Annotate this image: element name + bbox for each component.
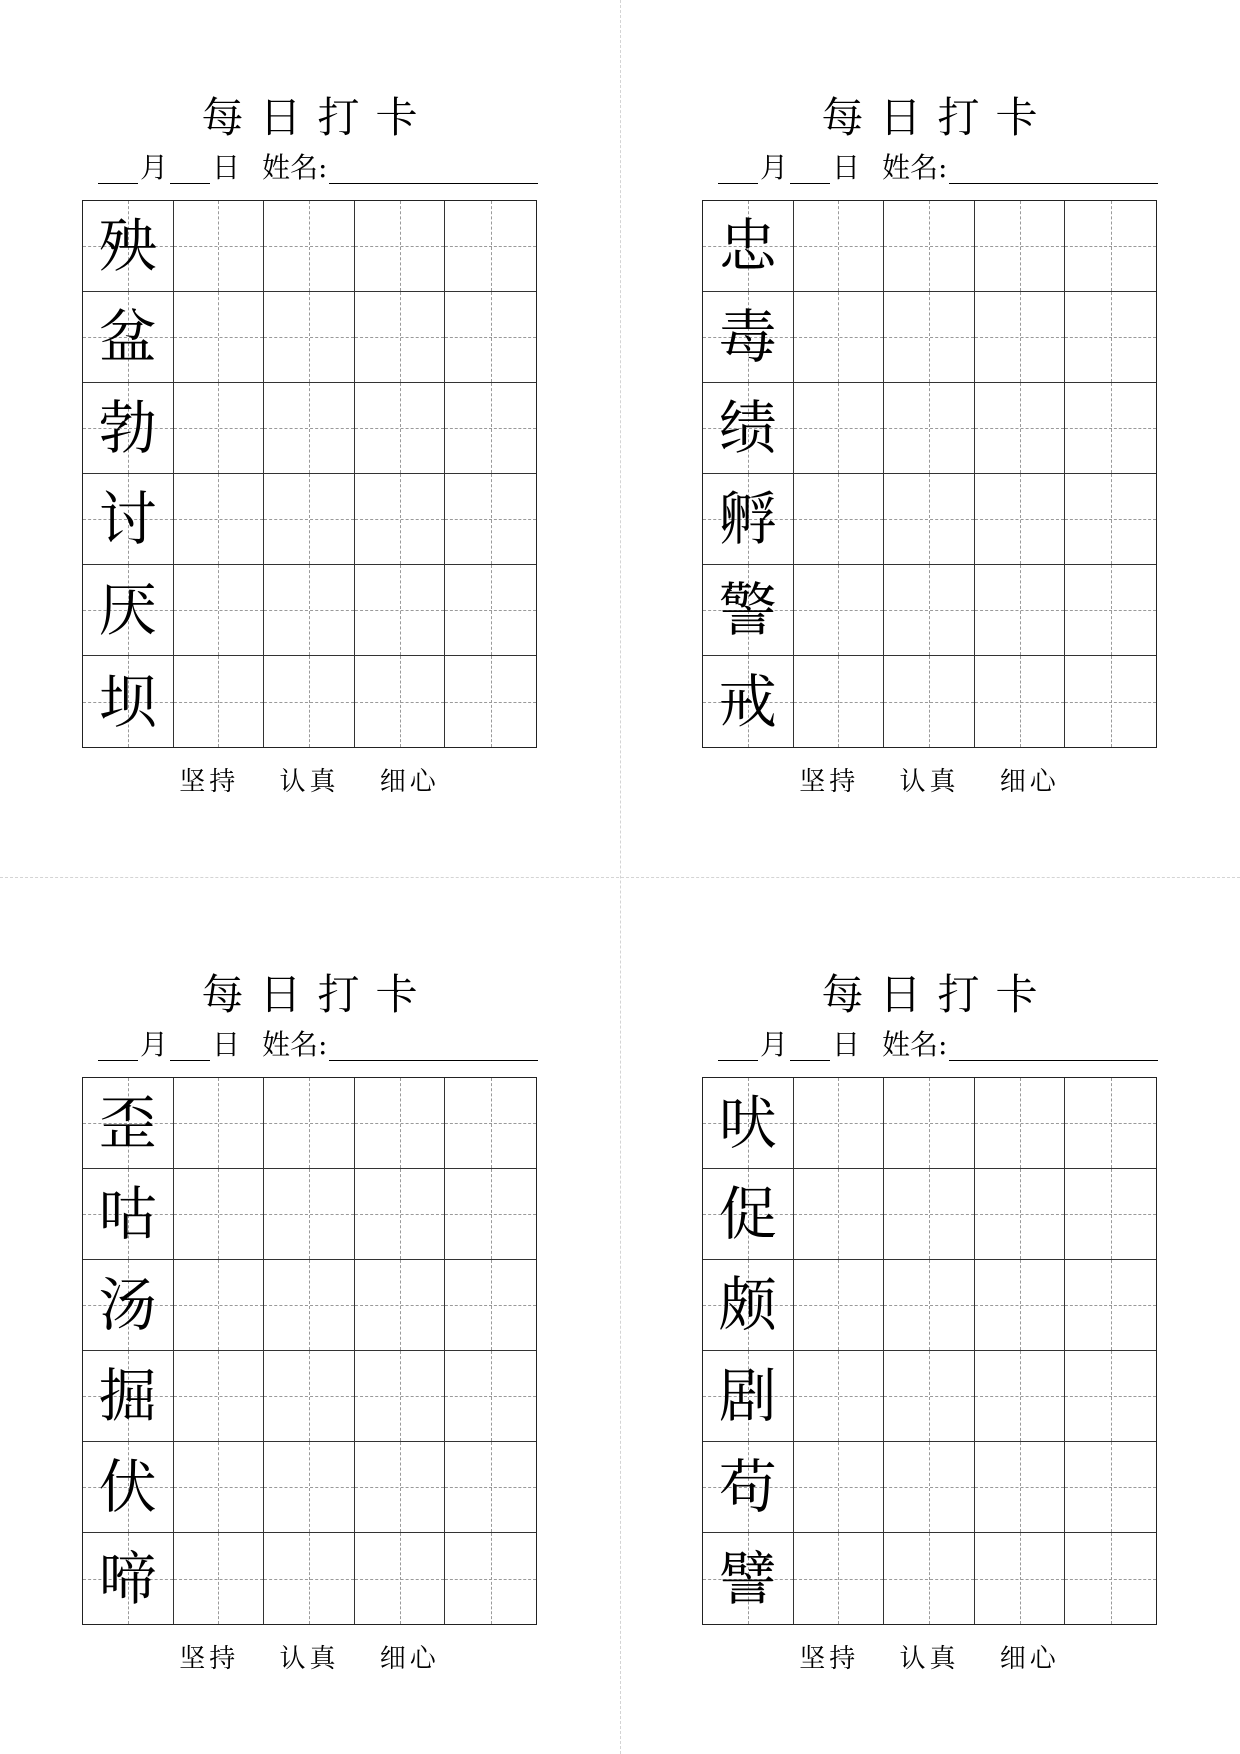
practice-cell[interactable] [975,1351,1066,1442]
practice-cell[interactable] [264,1533,355,1624]
motto-persist: 坚持 [179,767,240,797]
practice-cell[interactable] [174,565,265,656]
practice-cell[interactable] [174,1351,265,1442]
practice-cell[interactable] [174,1260,265,1351]
card-title: 每日打卡 [201,970,434,1019]
practice-cell[interactable] [355,1260,446,1351]
practice-cell[interactable] [884,383,975,474]
motto-persist: 坚持 [799,1644,860,1674]
model-character-cell [703,474,794,565]
practice-cell[interactable] [355,1351,446,1442]
practice-cell[interactable] [1065,201,1156,292]
model-character-cell [83,1442,174,1533]
model-character: 歪 [98,1089,157,1157]
month-label: 月 [140,151,169,184]
practice-cell[interactable] [355,1442,446,1533]
practice-cell[interactable] [445,292,536,383]
practice-cell[interactable] [1065,1442,1156,1533]
model-character-cell [703,1351,794,1442]
practice-cell[interactable] [794,201,885,292]
practice-cell[interactable] [975,1169,1066,1260]
practice-cell[interactable] [975,383,1066,474]
practice-cell[interactable] [975,292,1066,383]
model-character-cell [83,383,174,474]
practice-cell[interactable] [794,1260,885,1351]
model-character: 警 [718,576,777,644]
practice-cell[interactable] [1065,565,1156,656]
practice-cell[interactable] [355,292,446,383]
practice-cell[interactable] [174,201,265,292]
practice-cell[interactable] [264,656,355,747]
model-character-cell [703,656,794,747]
model-character: 孵 [718,485,777,553]
motto-careful: 细心 [379,767,440,797]
model-character-cell [83,1078,174,1169]
day-label: 日 [212,151,241,184]
writing-grid [82,200,537,748]
name-label: 姓名: [262,1028,328,1061]
practice-cell[interactable] [794,474,885,565]
model-character-cell [83,565,174,656]
model-character: 促 [718,1180,777,1248]
practice-cell[interactable] [884,201,975,292]
practice-card [620,0,1240,877]
motto [82,1639,537,1679]
practice-cell[interactable] [884,474,975,565]
motto-careful: 细心 [999,1644,1060,1674]
motto-serious: 认真 [279,767,340,797]
practice-card [0,877,620,1754]
practice-cell[interactable] [975,1078,1066,1169]
practice-cell[interactable] [975,1260,1066,1351]
practice-cell[interactable] [355,565,446,656]
practice-cell[interactable] [884,656,975,747]
date-name-line [718,150,1158,186]
model-character: 掘 [98,1362,157,1430]
model-character: 勃 [98,394,157,462]
practice-cell[interactable] [1065,1533,1156,1624]
practice-card [0,0,620,877]
practice-cell[interactable] [445,201,536,292]
practice-cell[interactable] [975,474,1066,565]
motto [702,1639,1157,1679]
practice-cell[interactable] [355,474,446,565]
model-character-cell [703,292,794,383]
model-character-cell [83,474,174,565]
model-character: 盆 [98,303,157,371]
practice-cell[interactable] [1065,383,1156,474]
practice-cell[interactable] [445,383,536,474]
practice-cell[interactable] [174,1533,265,1624]
practice-cell[interactable] [794,1442,885,1533]
practice-cell[interactable] [174,292,265,383]
practice-cell[interactable] [174,383,265,474]
model-character: 啼 [98,1544,157,1613]
practice-cell[interactable] [884,1442,975,1533]
month-label: 月 [140,1028,169,1061]
model-character-cell [83,1533,174,1624]
practice-cell[interactable] [445,1260,536,1351]
practice-cell[interactable] [884,1260,975,1351]
card-title: 每日打卡 [201,93,434,142]
motto-serious: 认真 [899,767,960,797]
practice-cell[interactable] [1065,1260,1156,1351]
date-name-line [98,1027,538,1063]
model-character-cell [703,1533,794,1624]
practice-cell[interactable] [975,201,1066,292]
practice-cell[interactable] [445,1442,536,1533]
practice-cell[interactable] [884,1351,975,1442]
writing-grid [82,1077,537,1625]
practice-cell[interactable] [264,1351,355,1442]
model-character: 讨 [98,485,157,553]
practice-cell[interactable] [174,1078,265,1169]
practice-cell[interactable] [264,1169,355,1260]
name-blank[interactable] [949,1030,1158,1061]
model-character: 戒 [718,667,777,736]
practice-cell[interactable] [445,1078,536,1169]
model-character-cell [703,1169,794,1260]
practice-cell[interactable] [355,1169,446,1260]
practice-cell[interactable] [794,565,885,656]
practice-cell[interactable] [445,1533,536,1624]
model-character: 厌 [98,576,157,644]
day-label: 日 [832,151,861,184]
month-blank[interactable] [98,153,138,184]
name-blank[interactable] [329,1030,538,1061]
name-label: 姓名: [882,151,948,184]
practice-cell[interactable] [174,656,265,747]
name-blank[interactable] [949,153,1158,184]
day-blank[interactable] [790,1030,830,1061]
model-character-cell [83,201,174,292]
date-name-line [718,1027,1158,1063]
model-character-cell [83,656,174,747]
practice-cell[interactable] [884,1169,975,1260]
practice-cell[interactable] [445,656,536,747]
practice-cell[interactable] [975,656,1066,747]
model-character: 殃 [98,212,157,280]
practice-cell[interactable] [1065,656,1156,747]
practice-cell[interactable] [794,656,885,747]
model-character-cell [83,1169,174,1260]
month-blank[interactable] [718,1030,758,1061]
motto-careful: 细心 [999,767,1060,797]
name-blank[interactable] [329,153,538,184]
day-blank[interactable] [790,153,830,184]
motto-serious: 认真 [899,1644,960,1674]
card-title: 每日打卡 [821,970,1054,1019]
practice-cell[interactable] [445,1351,536,1442]
practice-cell[interactable] [355,656,446,747]
practice-cell[interactable] [264,474,355,565]
practice-cell[interactable] [794,383,885,474]
card-title: 每日打卡 [821,93,1054,142]
practice-cell[interactable] [355,1078,446,1169]
name-label: 姓名: [262,151,328,184]
writing-grid [702,1077,1157,1625]
practice-cell[interactable] [355,1533,446,1624]
practice-cell[interactable] [1065,474,1156,565]
practice-cell[interactable] [884,1533,975,1624]
practice-cell[interactable] [264,383,355,474]
day-blank[interactable] [170,1030,210,1061]
practice-cell[interactable] [884,292,975,383]
model-character: 绩 [718,394,777,462]
practice-cell[interactable] [174,1169,265,1260]
practice-cell[interactable] [355,383,446,474]
month-blank[interactable] [718,153,758,184]
practice-cell[interactable] [174,1442,265,1533]
practice-cell[interactable] [264,1078,355,1169]
model-character-cell [83,292,174,383]
model-character: 苟 [718,1453,777,1521]
practice-cell[interactable] [1065,1351,1156,1442]
practice-cell[interactable] [975,565,1066,656]
practice-cell[interactable] [1065,1169,1156,1260]
model-character-cell [703,1260,794,1351]
writing-grid [702,200,1157,748]
practice-cell[interactable] [975,1533,1066,1624]
month-label: 月 [760,151,789,184]
motto [82,762,537,802]
practice-cell[interactable] [884,565,975,656]
month-blank[interactable] [98,1030,138,1061]
date-name-line [98,150,538,186]
practice-cell[interactable] [794,1351,885,1442]
practice-cell[interactable] [264,1442,355,1533]
day-label: 日 [832,1028,861,1061]
model-character: 伏 [98,1453,157,1521]
model-character: 汤 [98,1271,157,1339]
motto-careful: 细心 [379,1644,440,1674]
motto [702,762,1157,802]
model-character: 譬 [718,1544,777,1613]
practice-cell[interactable] [264,292,355,383]
practice-cell[interactable] [264,201,355,292]
practice-card [620,877,1240,1754]
day-blank[interactable] [170,153,210,184]
model-character-cell [703,1442,794,1533]
practice-cell[interactable] [445,1169,536,1260]
model-character: 咕 [98,1180,157,1248]
practice-cell[interactable] [794,292,885,383]
model-character-cell [83,1260,174,1351]
practice-cell[interactable] [445,565,536,656]
practice-cell[interactable] [264,1260,355,1351]
practice-cell[interactable] [884,1078,975,1169]
day-label: 日 [212,1028,241,1061]
model-character-cell [703,1078,794,1169]
practice-cell[interactable] [794,1169,885,1260]
motto-persist: 坚持 [799,767,860,797]
practice-cell[interactable] [1065,1078,1156,1169]
practice-cell[interactable] [445,474,536,565]
practice-cell[interactable] [355,201,446,292]
motto-serious: 认真 [279,1644,340,1674]
model-character-cell [703,201,794,292]
model-character: 忠 [718,212,777,280]
model-character: 剧 [718,1362,777,1430]
model-character-cell [703,565,794,656]
practice-cell[interactable] [1065,292,1156,383]
model-character: 坝 [98,667,157,736]
practice-cell[interactable] [174,474,265,565]
motto-persist: 坚持 [179,1644,240,1674]
model-character: 吠 [718,1089,777,1157]
practice-cell[interactable] [794,1533,885,1624]
model-character-cell [83,1351,174,1442]
model-character-cell [703,383,794,474]
month-label: 月 [760,1028,789,1061]
name-label: 姓名: [882,1028,948,1061]
practice-cell[interactable] [264,565,355,656]
practice-cell[interactable] [975,1442,1066,1533]
practice-cell[interactable] [794,1078,885,1169]
model-character: 毒 [718,303,777,371]
model-character: 颇 [718,1271,777,1339]
